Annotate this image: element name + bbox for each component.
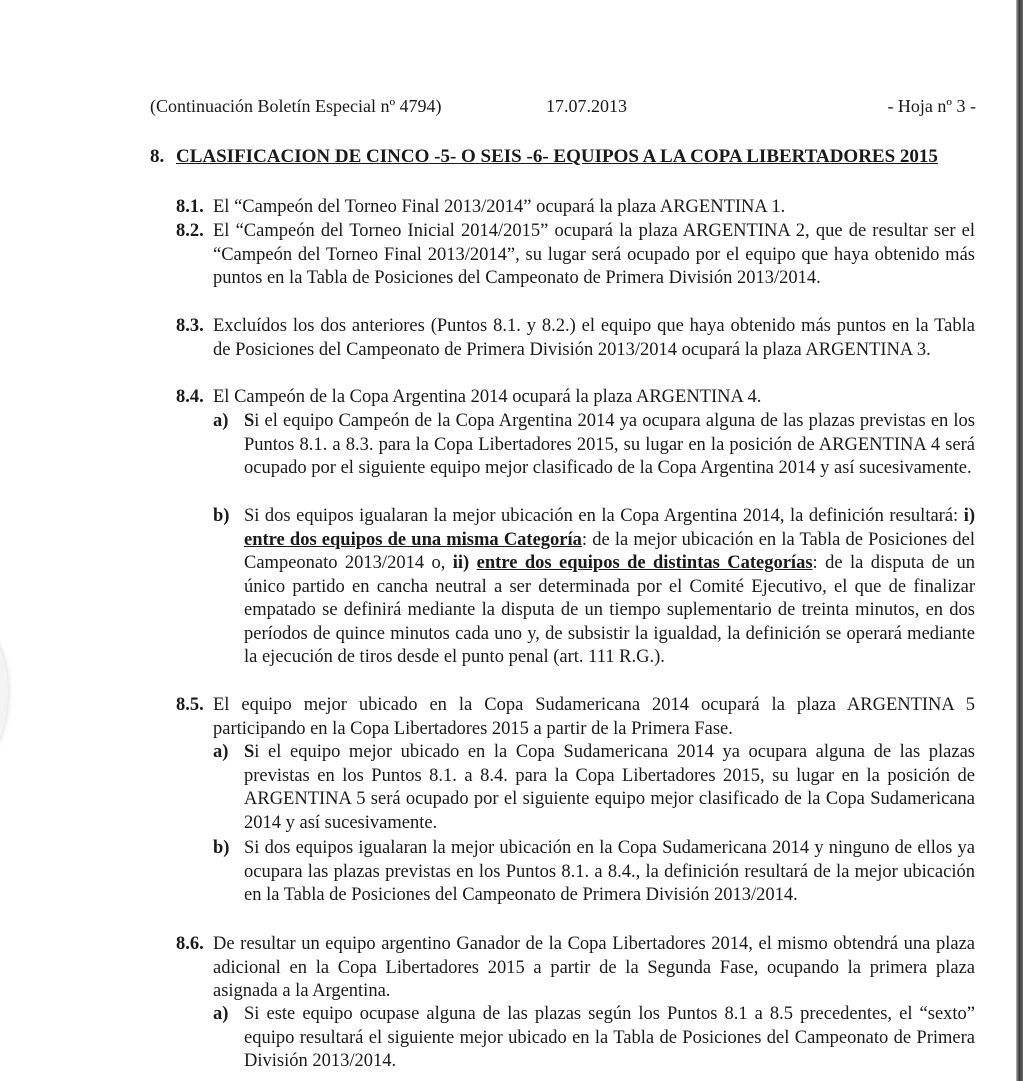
text-part: Si dos equipos igualaran la mejor ubicación en la Copa Argentina 2014, la definición resultará: <box>244 506 964 526</box>
subclause-text: Si dos equipos igualaran la mejor ubicación en la Copa Sudamericana 2014 y ninguno de ellos ya ocupara las plazas previstas en los Puntos 8.1. a 8.4., la definición resultará de la mejor ubicación en la Tabla de Posiciones del Campeonato de Primera División 2013/2014. <box>244 838 975 905</box>
subclause-label: a) <box>213 411 229 431</box>
clause-8-4-b <box>213 505 975 670</box>
subclause-text <box>244 410 975 481</box>
subclause-label: b) <box>213 506 230 526</box>
clause-label: 8.1. <box>176 197 204 217</box>
clause-text: El “Campeón del Torneo Final 2013/2014” ocupará la plaza ARGENTINA 1. <box>213 197 786 217</box>
clause-text: El Campeón de la Copa Argentina 2014 ocupará la plaza ARGENTINA 4. <box>213 387 762 407</box>
initial-letter: S <box>244 742 255 762</box>
bulletin-date: 17.07.2013 <box>546 96 627 116</box>
clause-text: El “Campeón del Torneo Inicial 2014/2015” ocupará la plaza ARGENTINA 2, que de resultar ser el “Campeón del Torneo Final 2013/2014”, su lugar será ocupado por el equipo que haya obtenido más puntos en la Tabla de Posiciones del Campeonato de Primera División 2013/2014. <box>213 221 975 288</box>
subclause-label: b) <box>213 838 230 858</box>
clause-label: 8.4. <box>176 387 204 407</box>
section-title <box>150 145 976 168</box>
subclause-label: a) <box>213 1004 229 1024</box>
roman-marker: ii) <box>452 553 470 573</box>
section-number: 8. <box>150 146 165 167</box>
page-edge <box>1016 0 1023 1081</box>
underlined-phrase: entre dos equipos de una misma Categoría <box>244 529 582 550</box>
subclause-label: a) <box>213 742 229 762</box>
subclause-body: i el equipo mejor ubicado en la Copa Sudamericana 2014 ya ocupara alguna de las plazas previstas en los Puntos 8.1. a 8.4. para la Copa Libertadores 2015, su lugar en la posición de ARGENTINA 5 será ocupado por el siguiente equipo mejor clasificado de la Copa Sudamericana 2014 y así sucesivamente. <box>244 742 975 833</box>
clause-label: 8.6. <box>176 934 204 954</box>
clause-label: 8.5. <box>176 695 204 715</box>
text-part: : de la disputa de un único partido en cancha neutral a ser determinada por el Comité Ejecutivo, el que de finalizar empatado se definirá mediante la disputa de un tiempo suplementario de treinta minutos, en dos períodos de quince minutos cada uno y, de subsistir la igualdad, la definición se operará mediante la ejecución de tiros desde el punto penal (art. 111 R.G.). <box>244 553 975 667</box>
roman-marker: i) <box>963 506 975 526</box>
initial-letter: S <box>244 411 255 431</box>
subclause-text <box>244 741 975 835</box>
clause-8-4-a <box>213 410 975 481</box>
clause-8-5 <box>176 694 975 741</box>
clause-8-6-a <box>213 1003 975 1074</box>
clause-label: 8.2. <box>176 221 204 241</box>
clause-label: 8.3. <box>176 316 204 336</box>
clause-8-5-b <box>213 837 975 908</box>
clause-8-4 <box>176 386 975 410</box>
page-header <box>150 96 976 122</box>
clause-8-5-a <box>213 741 975 835</box>
subclause-text: Si este equipo ocupase alguna de las plazas según los Puntos 8.1 a 8.5 precedentes, el “sexto” equipo resultará el siguiente mejor ubicado en la Tabla de Posiciones del Campeonato de Primera División 2013/2014. <box>244 1004 975 1071</box>
bulletin-reference: (Continuación Boletín Especial nº 4794) <box>150 96 442 116</box>
clause-8-3 <box>176 315 975 362</box>
subclause-text <box>244 505 975 670</box>
clause-8-6 <box>176 933 975 1004</box>
section-heading: CLASIFICACION DE CINCO -5- O SEIS -6- EQUIPOS A LA COPA LIBERTADORES 2015 <box>176 146 938 167</box>
clause-text: El equipo mejor ubicado en la Copa Sudamericana 2014 ocupará la plaza ARGENTINA 5 participando en la Copa Libertadores 2015 a partir de la Primera Fase. <box>213 695 975 739</box>
sheet-number: - Hoja nº 3 - <box>887 96 976 116</box>
subclause-body: i el equipo Campeón de la Copa Argentina 2014 ya ocupara alguna de las plazas previstas en los Puntos 8.1. a 8.3. para la Copa Libertadores 2015, su lugar en la posición de ARGENTINA 4 será ocupado por el siguiente equipo mejor clasificado de la Copa Argentina 2014 y así sucesivamente. <box>244 411 975 478</box>
clause-text: De resultar un equipo argentino Ganador de la Copa Libertadores 2014, el mismo obtendrá una plaza adicional en la Copa Libertadores 2015 a partir de la Segunda Fase, ocupando la primera plaza asignada a la Argentina. <box>213 934 975 1001</box>
clause-8-1 <box>176 196 975 220</box>
clause-8-2 <box>176 220 975 291</box>
underlined-phrase: entre dos equipos de distintas Categorías <box>476 553 813 573</box>
text-part: : de la mejor ubicación en la Tabla de Posiciones del Campeonato 2013/2014 o, <box>244 529 975 573</box>
clause-text: Excluídos los dos anteriores (Puntos 8.1. y 8.2.) el equipo que haya obtenido más puntos en la Tabla de Posiciones del Campeonato de Primera División 2013/2014 ocupará la plaza ARGENTINA 3. <box>213 316 975 360</box>
